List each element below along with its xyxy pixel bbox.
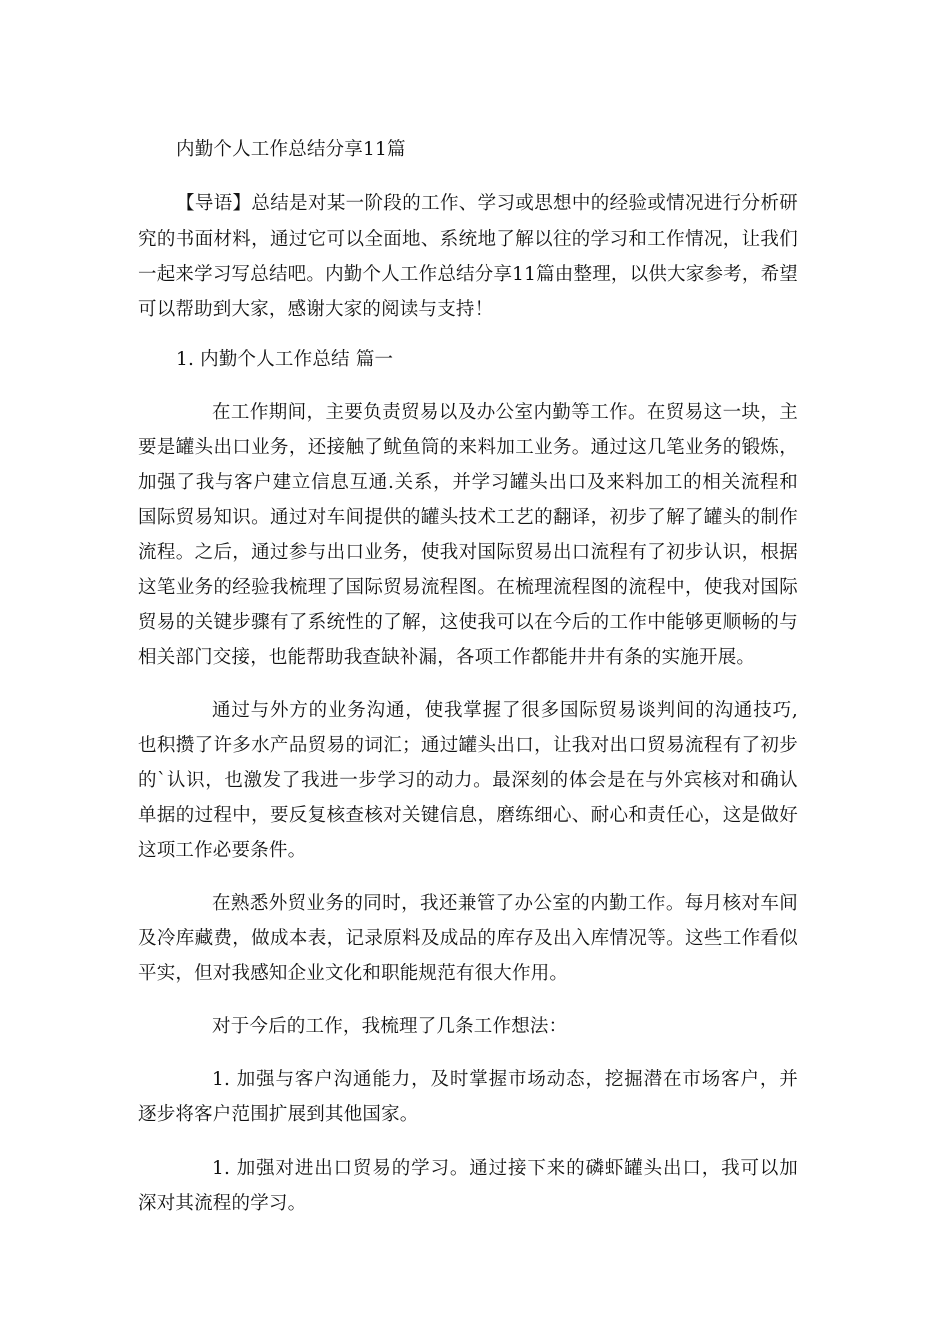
paragraph2-line-1: 通过与外方的业务沟通，使我掌握了很多国际贸易谈判间的沟通技巧,	[212, 700, 798, 721]
paragraph1-line-6: 这笔业务的经验我梳理了国际贸易流程图。在梳理流程图的流程中，使我对国际	[138, 577, 798, 598]
intro-line-1: 【导语】总结是对某一阶段的工作、学习或思想中的经验或情况进行分析研	[176, 193, 798, 214]
page-title: 内勤个人工作总结分享11篇	[176, 139, 406, 160]
paragraph2-line-5: 这项工作必要条件。	[138, 840, 307, 861]
paragraph2-line-2: 也积攒了许多水产品贸易的词汇；通过罐头出口，让我对出口贸易流程有了初步	[138, 735, 798, 756]
section-heading: 1. 内勤个人工作总结 篇一	[176, 349, 394, 370]
paragraph1-line-4: 国际贸易知识。通过对车间提供的罐头技术工艺的翻译，初步了解了罐头的制作	[138, 507, 798, 528]
paragraph1-line-7: 贸易的关键步骤有了系统性的了解，这使我可以在今后的工作中能够更顺畅的与	[138, 612, 798, 633]
item2-line-2: 深对其流程的学习。	[138, 1193, 307, 1214]
item1-line-1: 1. 加强与客户沟通能力，及时掌握市场动态，挖掘潜在市场客户，并	[212, 1069, 798, 1090]
paragraph1-line-2: 要是罐头出口业务，还接触了鱿鱼筒的来料加工业务。通过这几笔业务的锻炼，	[138, 437, 798, 458]
paragraph4-line-1: 对于今后的工作，我梳理了几条工作想法：	[212, 1016, 568, 1037]
paragraph2-line-3: 的`认识，也激发了我进一步学习的动力。最深刻的体会是在与外宾核对和确认	[138, 770, 798, 791]
intro-line-3: 一起来学习写总结吧。内勤个人工作总结分享11篇由整理，以供大家参考，希望	[138, 264, 798, 285]
paragraph3-line-3: 平实，但对我感知企业文化和职能规范有很大作用。	[138, 963, 569, 984]
intro-line-4: 可以帮助到大家，感谢大家的阅读与支持！	[138, 299, 494, 320]
item1-line-2: 逐步将客户范围扩展到其他国家。	[138, 1104, 419, 1125]
intro-line-2: 究的书面材料，通过它可以全面地、系统地了解以往的学习和工作情况，让我们	[138, 229, 798, 250]
paragraph1-line-5: 流程。之后，通过参与出口业务，使我对国际贸易出口流程有了初步认识，根据	[138, 542, 798, 563]
paragraph1-line-3: 加强了我与客户建立信息互通.关系，并学习罐头出口及来料加工的相关流程和	[138, 472, 798, 493]
paragraph3-line-2: 及冷库藏费，做成本表，记录原料及成品的库存及出入库情况等。这些工作看似	[138, 928, 798, 949]
paragraph1-line-8: 相关部门交接，也能帮助我查缺补漏，各项工作都能井井有条的实施开展。	[138, 647, 756, 668]
paragraph2-line-4: 单据的过程中，要反复核查核对关键信息，磨练细心、耐心和责任心，这是做好	[138, 805, 798, 826]
item2-line-1: 1. 加强对进出口贸易的学习。通过接下来的磷虾罐头出口，我可以加	[212, 1158, 798, 1179]
paragraph3-line-1: 在熟悉外贸业务的同时，我还兼管了办公室的内勤工作。每月核对车间	[212, 893, 798, 914]
paragraph1-line-1: 在工作期间，主要负责贸易以及办公室内勤等工作。在贸易这一块，主	[212, 402, 798, 423]
